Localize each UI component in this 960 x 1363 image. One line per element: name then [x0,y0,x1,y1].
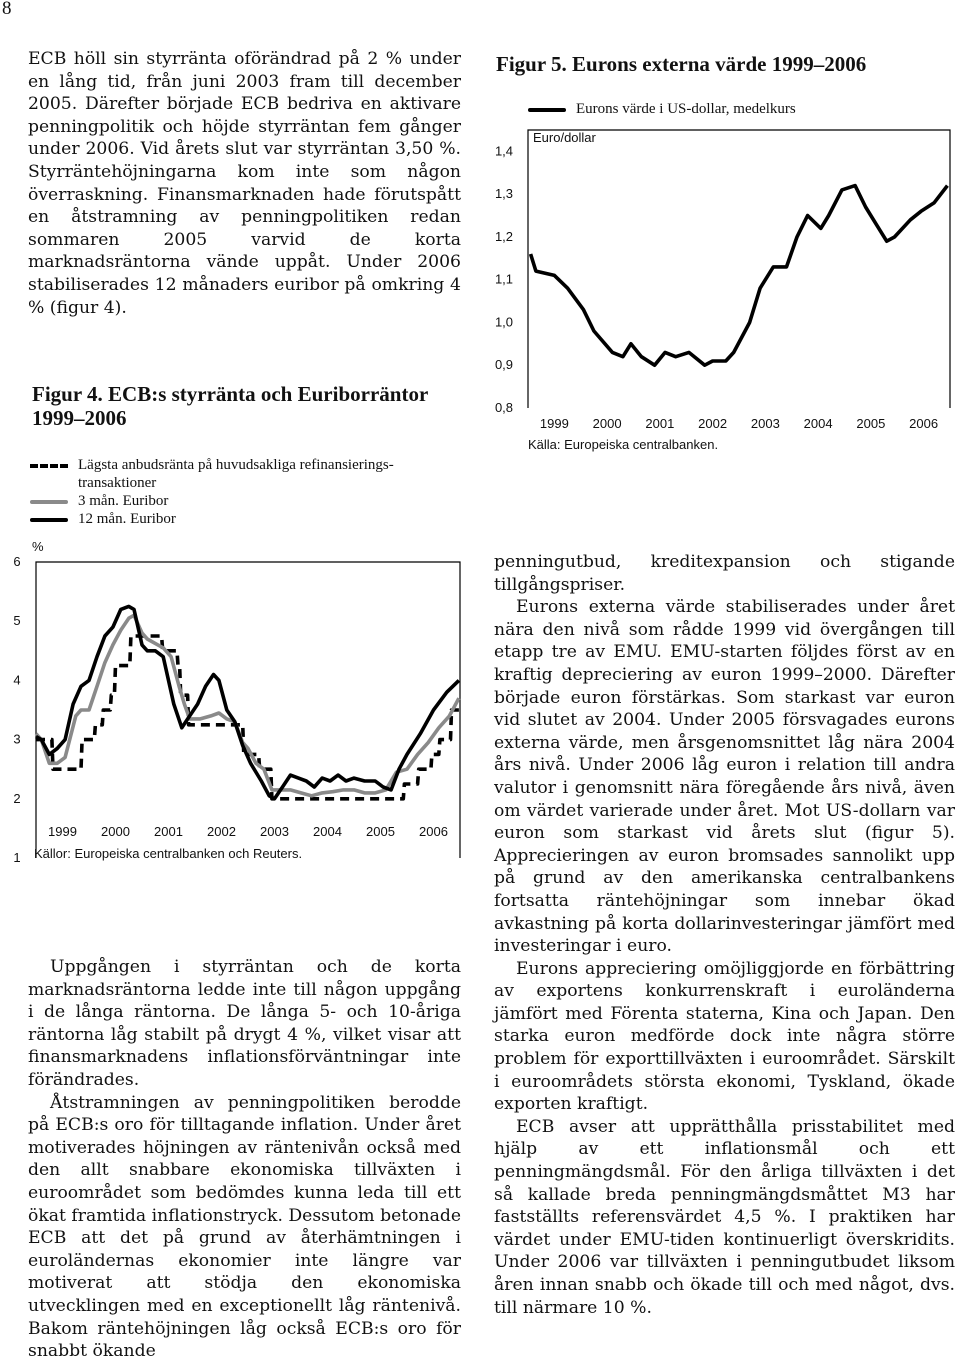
y-axis-label: Euro/dollar [533,130,596,145]
y-tick-label: 0,9 [494,357,514,373]
legend-label: 12 mån. Euribor [78,511,176,527]
legend-item-12m [30,510,450,528]
paragraph: Uppgången i styrräntan och de korta marknadsräntorna ledde inte till någon uppgång i de långa räntorna. De långa 5- och 10-åriga räntorna låg stabilt på drygt 4 %, vilket visar att finansmarknadens inflationsförväntningar inte förändrades. [28,957,461,1090]
x-tick-label: 2006 [419,824,448,839]
paragraph: Eurons appreciering omöjliggjorde en förbättring av exportens konkurrenskraft i euroländerna jämfört med Förenta staterna, Kina och Japan. Den starka euron medförde dock inte några större problem för exporttillväxten i euroområdet. Särskilt i euroområdets största ekonomi, Tyskland, ökade exporten kraftigt. [494,958,955,1115]
paragraph: penningutbud, kreditexpansion och stigande tillgångspriser. [494,552,955,595]
figure-4-title: Figur 4. ECB:s styrränta och Euriborräntor 1999–2006 [32,382,428,430]
x-tick-label: 2003 [260,824,289,839]
paragraph: ECB höll sin styrränta oförändrad på 2 % under en lång tid, från juni 2003 fram till december 2005. Därefter började ECB bedriva en aktivare penningpolitik och höjde styrräntan fem gånger under 2006. Vid årets slut var styrräntan 3,50 %. Styrräntehöjningarna kom inte som någon överraskning. Finansmarknaden hade förutspått en åtstramning av penningpolitiken redan sommaren 2005 varvid de korta marknadsräntorna vände uppåt. Under 2006 stabiliserades 12 månaders euribor på omkring 4 % (figur 4). [28,49,461,318]
y-tick-label: 5 [13,613,21,629]
plot-frame [36,562,460,858]
gray-line-swatch [30,500,68,504]
series-line-1 [36,615,459,796]
series-line-0 [531,186,948,366]
y-tick-label: 6 [13,554,21,569]
black-line-swatch [30,518,68,522]
black-line-swatch [528,108,566,112]
paragraph: Eurons externa värde stabiliserades under året nära den nivå som rådde 1999 vid övergången till etapp tre av EMU. EMU-starten följdes först av en kraftig depreciering av euron 1999–2000. Därefter började euron förstärkas. Som starkast var euron vid slutet av 2004. Under 2005 försvagades eurons externa värde, men årsgenomsnittet låg nära 2004 års nivå. Under 2006 låg euron i relation till andra valutor i genomsnitt nära föregående års nivå, även om värdet varierade under året. Mot US-dollarn var euron som starkast vid årets slut (figur 5). Apprecieringen av euron bromsades sannolikt upp på grund av den amerikanska centralbankens fortsatta räntehöjningar som innebar ökad avkastning på korta dollarinvesteringar jämfört med investeringar i euro. [494,597,955,957]
y-tick-label: 1 [13,850,21,865]
x-tick-label: 1999 [48,824,77,839]
x-tick-label: 2004 [313,824,342,839]
left-column-bottom [28,956,461,1363]
y-tick-label: 4 [13,672,21,688]
legend-item-eurusd [528,100,948,118]
plot-frame [528,130,950,408]
x-tick-label: 2005 [856,416,886,431]
x-tick-label: 2002 [207,824,236,839]
legend-item-3m [30,492,450,510]
x-tick-label: 2002 [698,416,728,431]
legend-label: 3 mån. Euribor [78,493,169,509]
series-line-0 [36,636,459,799]
y-axis-unit: % [32,539,44,554]
x-tick-label: 1999 [539,416,569,431]
figure-5-source: Källa: Europeiska centralbanken. [528,437,719,452]
y-tick-label: 1,4 [494,143,514,159]
x-tick-label: 2000 [101,824,130,839]
y-tick-label: 2 [13,790,21,806]
y-tick-label: 1,3 [494,186,514,202]
legend-label: Eurons värde i US-dollar, medelkurs [576,101,796,117]
y-tick-label: 1,2 [494,228,514,244]
right-column [494,551,955,1319]
x-tick-label: 2003 [750,416,780,431]
series-line-2 [36,606,459,798]
figure-5-title: Figur 5. Eurons externa värde 1999–2006 [496,52,867,76]
legend-label: Lägsta anbudsränta på huvudsakliga refinansierings-transaktioner [78,457,394,491]
figure-4-source: Källor: Europeiska centralbanken och Reuters. [34,846,303,861]
y-tick-label: 1,0 [494,314,514,330]
x-tick-label: 2001 [645,416,675,431]
dashed-line-swatch [30,464,68,468]
x-tick-label: 2005 [366,824,395,839]
y-tick-label: 0,8 [494,400,514,415]
figure-4-legend [30,456,450,528]
y-tick-label: 3 [13,731,21,747]
left-column-top [28,48,461,319]
figure-5-legend [528,100,948,118]
legend-item-refi [30,456,450,492]
x-tick-label: 2000 [592,416,622,431]
x-tick-label: 2001 [154,824,183,839]
paragraph: ECB avser att upprätthålla prisstabilitet med hjälp av ett inflationsmål och ett penningmängdsmål. För den årliga tillväxten i det så kallade breda penningmängdsmåttet M3 har fastställts referensvärdet 4,5 %. I praktiken har värdet under EMU-tiden kontinuerligt överskridits. Under 2006 var tillväxten i penningutbudet liksom åren innan snabb och ökade till och med något, dvs. till närmare 10 %. [494,1116,955,1318]
y-tick-label: 1,1 [494,271,514,287]
x-tick-label: 2006 [909,416,939,431]
x-tick-label: 2004 [803,416,833,431]
page-number: 8 [2,0,12,19]
paragraph: Åtstramningen av penningpolitiken berodde på ECB:s oro för tilltagande inflation. Under året motiverades höjningen av räntenivån också med den allt snabbare ekonomiska tillväxten i euroområdet som bedömdes kunna leda till ett ökat framtida inflationstryck. Dessutom betonade ECB att det på grund av återhämtningen i euroländernas ekonomier inte längre var motiverat att stödja den ekonomiska utvecklingen med en exceptionellt låg räntenivå. Bakom räntehöjningen låg också ECB:s oro för snabbt ökande [28,1092,461,1362]
